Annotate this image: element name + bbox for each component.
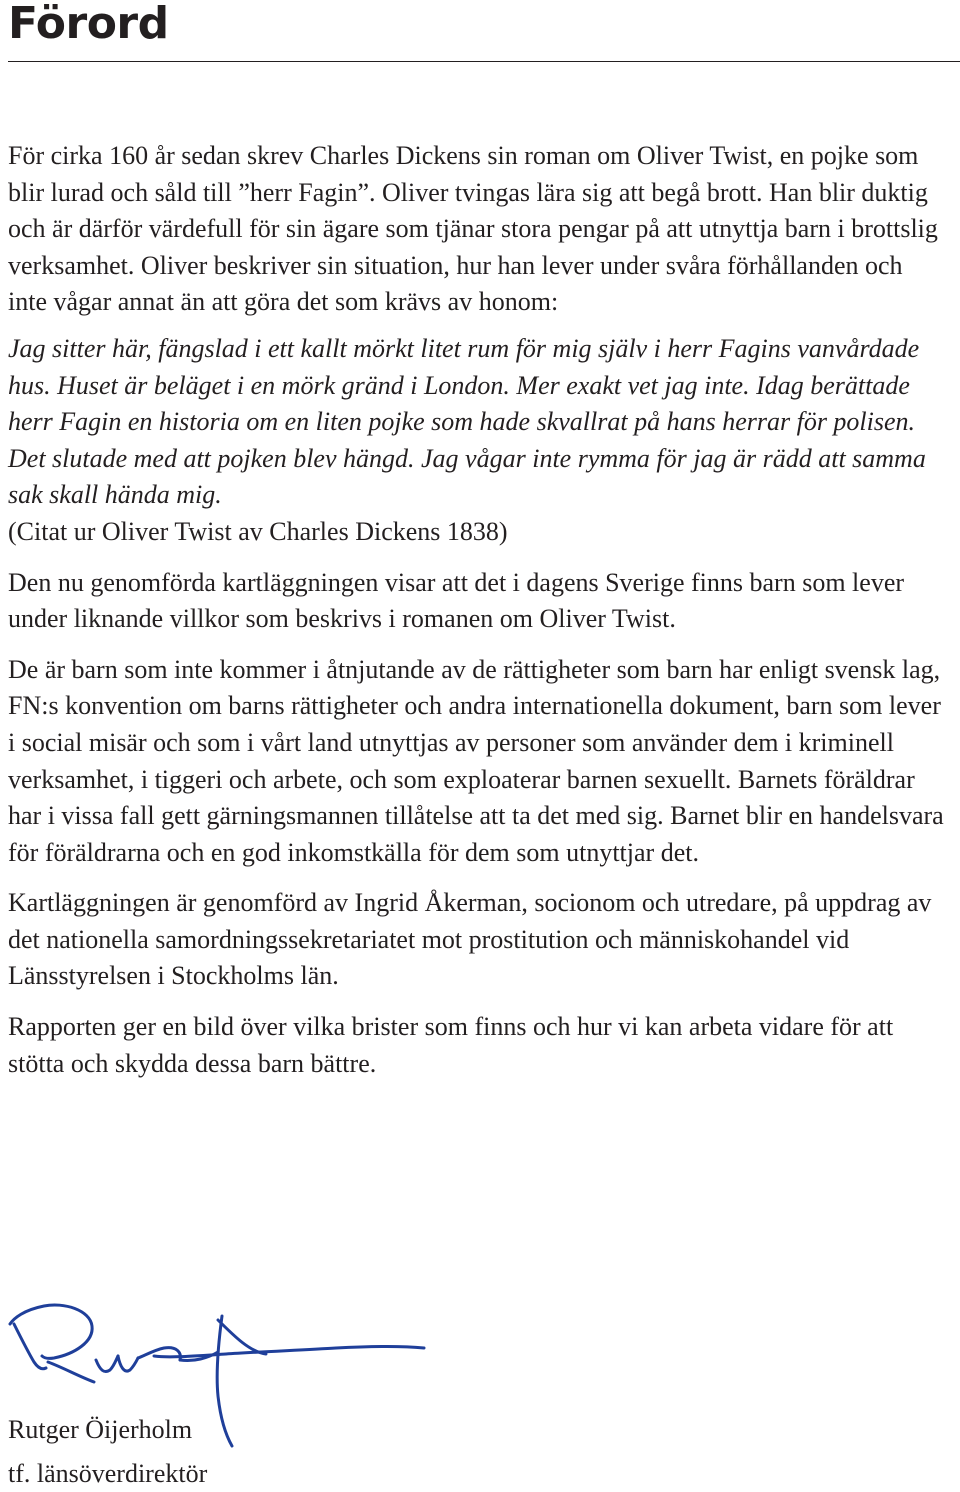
paragraph-findings: Den nu genomförda kartläggningen visar att det i dagens Sverige finns barn som lever under liknande villkor som beskrivs i romanen om Oliver Twist. bbox=[8, 567, 905, 634]
quote-citation: (Citat ur Oliver Twist av Charles Dickens 1838) bbox=[8, 516, 508, 546]
paragraph-author: Kartläggningen är genomförd av Ingrid Åkerman, socionom och utredare, på uppdrag av det nationella samordningssekretariatet mot prostitution och människohandel vid Länsstyrelsen i Stockholms län. bbox=[8, 888, 932, 991]
signatory-role: tf. länsöverdirektör bbox=[8, 1459, 208, 1488]
title-divider bbox=[8, 61, 960, 62]
paragraph-rights: De är barn som inte kommer i åtnjutande av de rättigheter som barn har enligt svensk lag, FN:s konvention om barns rättigheter och andra internationella dokument, barn som lever i social misär och som i vårt land utnyttjas av personer som använder dem i kriminell verksamhet, i tiggeri och arbete, och som exploaterar barnen sexuellt. Barnets föräldrar har i vissa fall gett gärningsmannen tillåtelse att ta det med sig. Barnet blir en handelsvara för föräldrarna och en god inkomstkälla för dem som utnyttjar det. bbox=[8, 654, 944, 867]
paragraph-intro: För cirka 160 år sedan skrev Charles Dickens sin roman om Oliver Twist, en pojke som blir lurad och såld till ”herr Fagin”. Oliver tvingas lära sig att begå brott. Han blir duktig och är därför värdefull för sin ägare som tjänar stora pengar på att utnyttja barn i brottslig verksamhet. Oliver beskriver sin situation, hur han lever under svåra förhållanden och inte vågar annat än att göra det som krävs av honom: bbox=[8, 141, 938, 317]
paragraph-conclusion: Rapporten ger en bild över vilka brister som finns och hur vi kan arbeta vidare för att stötta och skydda dessa barn bättre. bbox=[8, 1012, 894, 1078]
quote-block: Jag sitter här, fängslad i ett kallt mörkt litet rum för mig själv i herr Fagins vanvårdade hus. Huset är beläget i en mörk gränd i London. Mer exakt vet jag inte. Idag berättade herr Fagin en historia om en liten pojke som hade skvallrat på hans herrar för polisen. Det slutade med att pojken blev hängd. Jag vågar inte rymma för jag är rädd att samma sak skall hända mig. bbox=[8, 333, 926, 510]
document-body bbox=[8, 138, 948, 1096]
page-title: Förord bbox=[8, 0, 169, 49]
signatory-name: Rutger Öijerholm bbox=[8, 1415, 193, 1444]
